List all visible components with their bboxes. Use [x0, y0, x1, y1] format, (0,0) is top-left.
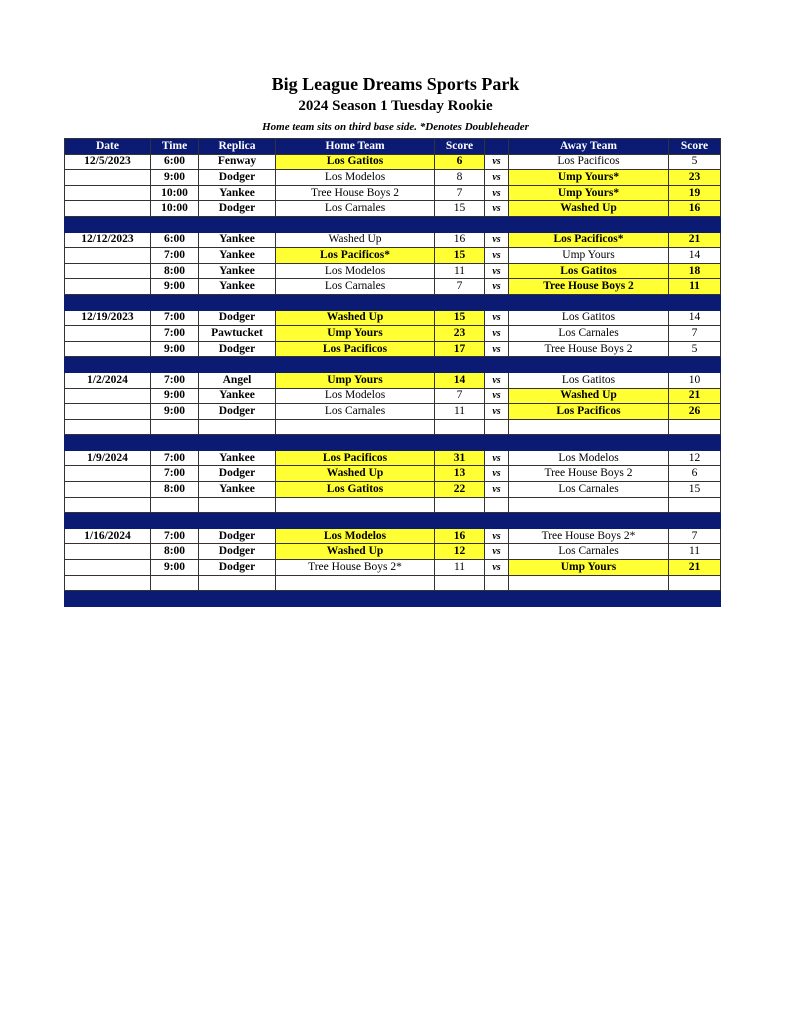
vs-cell: vs: [485, 201, 509, 217]
vs-cell: vs: [485, 341, 509, 357]
table-row: [65, 279, 721, 295]
away-score-cell: 11: [669, 279, 721, 295]
replica-cell: Yankee: [199, 232, 276, 248]
home-team-cell: Ump Yours: [276, 326, 435, 342]
date-cell: 12/5/2023: [65, 154, 151, 170]
vs-cell: vs: [485, 528, 509, 544]
home-team-cell: Washed Up: [276, 466, 435, 482]
home-team-cell: Los Gatitos: [276, 154, 435, 170]
home-team-cell: Washed Up: [276, 310, 435, 326]
vs-cell: [485, 419, 509, 435]
away-score-cell: 10: [669, 372, 721, 388]
away-score-cell: 11: [669, 544, 721, 560]
away-team-cell: Los Gatitos: [509, 372, 669, 388]
away-team-cell: Ump Yours: [509, 560, 669, 576]
replica-cell: Pawtucket: [199, 326, 276, 342]
away-team-cell: Tree House Boys 2*: [509, 528, 669, 544]
table-row: [65, 154, 721, 170]
home-score-cell: 7: [435, 388, 485, 404]
home-score-cell: 15: [435, 248, 485, 264]
table-row: [65, 388, 721, 404]
date-cell: [65, 263, 151, 279]
table-row: [65, 185, 721, 201]
away-score-cell: 18: [669, 263, 721, 279]
away-score-cell: 19: [669, 185, 721, 201]
date-cell: [65, 466, 151, 482]
time-cell: 7:00: [151, 310, 199, 326]
away-score-cell: 12: [669, 450, 721, 466]
replica-cell: Yankee: [199, 279, 276, 295]
date-cell: 12/19/2023: [65, 310, 151, 326]
home-team-cell: Washed Up: [276, 544, 435, 560]
date-cell: [65, 497, 151, 513]
table-row: [65, 544, 721, 560]
away-team-cell: [509, 575, 669, 591]
header-home-team: Home Team: [276, 139, 435, 155]
away-score-cell: 7: [669, 528, 721, 544]
time-cell: 7:00: [151, 466, 199, 482]
away-score-cell: 14: [669, 248, 721, 264]
home-team-cell: Los Pacificos*: [276, 248, 435, 264]
home-score-cell: 11: [435, 560, 485, 576]
home-score-cell: 12: [435, 544, 485, 560]
vs-cell: vs: [485, 310, 509, 326]
time-cell: 7:00: [151, 528, 199, 544]
time-cell: [151, 497, 199, 513]
table-row: [65, 341, 721, 357]
home-score-cell: 6: [435, 154, 485, 170]
away-score-cell: 16: [669, 201, 721, 217]
replica-cell: Yankee: [199, 248, 276, 264]
date-cell: [65, 560, 151, 576]
home-score-cell: 22: [435, 482, 485, 498]
header-date: Date: [65, 139, 151, 155]
week-separator: [65, 216, 721, 232]
replica-cell: [199, 419, 276, 435]
time-cell: 9:00: [151, 388, 199, 404]
away-team-cell: Ump Yours*: [509, 185, 669, 201]
away-team-cell: Los Pacificos: [509, 154, 669, 170]
date-cell: [65, 248, 151, 264]
away-score-cell: 14: [669, 310, 721, 326]
date-cell: [65, 388, 151, 404]
table-row: [65, 419, 721, 435]
date-cell: [65, 201, 151, 217]
time-cell: 7:00: [151, 248, 199, 264]
date-cell: [65, 341, 151, 357]
away-team-cell: Los Modelos: [509, 450, 669, 466]
replica-cell: Dodger: [199, 544, 276, 560]
replica-cell: Yankee: [199, 450, 276, 466]
date-cell: 1/9/2024: [65, 450, 151, 466]
home-team-cell: Los Carnales: [276, 279, 435, 295]
away-team-cell: Los Carnales: [509, 482, 669, 498]
away-team-cell: Los Carnales: [509, 544, 669, 560]
home-team-cell: Los Carnales: [276, 404, 435, 420]
time-cell: 8:00: [151, 263, 199, 279]
header-replica: Replica: [199, 139, 276, 155]
vs-cell: vs: [485, 248, 509, 264]
away-score-cell: 21: [669, 388, 721, 404]
away-score-cell: 6: [669, 466, 721, 482]
home-team-cell: Los Carnales: [276, 201, 435, 217]
vs-cell: vs: [485, 263, 509, 279]
away-team-cell: Los Gatitos: [509, 310, 669, 326]
away-team-cell: Ump Yours*: [509, 170, 669, 186]
away-team-cell: Los Pacificos: [509, 404, 669, 420]
vs-cell: vs: [485, 466, 509, 482]
home-team-cell: Los Modelos: [276, 263, 435, 279]
away-score-cell: 21: [669, 560, 721, 576]
table-row: [65, 232, 721, 248]
time-cell: 9:00: [151, 170, 199, 186]
home-score-cell: 11: [435, 404, 485, 420]
replica-cell: Dodger: [199, 466, 276, 482]
replica-cell: Yankee: [199, 482, 276, 498]
home-score-cell: 14: [435, 372, 485, 388]
away-team-cell: Tree House Boys 2: [509, 341, 669, 357]
replica-cell: Dodger: [199, 560, 276, 576]
week-separator: [65, 435, 721, 451]
date-cell: 12/12/2023: [65, 232, 151, 248]
vs-cell: [485, 575, 509, 591]
page-title: Big League Dreams Sports Park: [271, 74, 520, 94]
time-cell: [151, 419, 199, 435]
home-score-cell: 15: [435, 310, 485, 326]
vs-cell: vs: [485, 404, 509, 420]
vs-cell: vs: [485, 482, 509, 498]
week-separator: [65, 513, 721, 529]
page-subtitle: 2024 Season 1 Tuesday Rookie: [298, 98, 493, 114]
date-cell: [65, 185, 151, 201]
away-score-cell: [669, 575, 721, 591]
header-home-score: Score: [435, 139, 485, 155]
time-cell: 8:00: [151, 482, 199, 498]
away-team-cell: Ump Yours: [509, 248, 669, 264]
time-cell: 6:00: [151, 232, 199, 248]
away-score-cell: [669, 497, 721, 513]
schedule-table: [64, 138, 721, 607]
away-team-cell: Tree House Boys 2: [509, 279, 669, 295]
table-row: [65, 248, 721, 264]
home-score-cell: 7: [435, 279, 485, 295]
away-score-cell: 15: [669, 482, 721, 498]
date-cell: [65, 326, 151, 342]
home-team-cell: Ump Yours: [276, 372, 435, 388]
home-team-cell: Los Modelos: [276, 528, 435, 544]
header-time: Time: [151, 139, 199, 155]
table-row: [65, 263, 721, 279]
table-row: [65, 466, 721, 482]
home-team-cell: Tree House Boys 2: [276, 185, 435, 201]
header-away-score: Score: [669, 139, 721, 155]
table-row: [65, 170, 721, 186]
away-score-cell: 5: [669, 341, 721, 357]
time-cell: 9:00: [151, 279, 199, 295]
replica-cell: Dodger: [199, 528, 276, 544]
header-away-team: Away Team: [509, 139, 669, 155]
date-cell: 1/2/2024: [65, 372, 151, 388]
away-team-cell: Los Carnales: [509, 326, 669, 342]
time-cell: 10:00: [151, 185, 199, 201]
vs-cell: vs: [485, 544, 509, 560]
replica-cell: Fenway: [199, 154, 276, 170]
separator-cell: [65, 591, 721, 607]
vs-cell: vs: [485, 279, 509, 295]
home-team-cell: Los Modelos: [276, 170, 435, 186]
home-team-cell: Los Gatitos: [276, 482, 435, 498]
table-row: [65, 482, 721, 498]
home-score-cell: 17: [435, 341, 485, 357]
home-score-cell: [435, 419, 485, 435]
home-team-cell: Los Modelos: [276, 388, 435, 404]
table-row: [65, 404, 721, 420]
vs-cell: vs: [485, 372, 509, 388]
date-cell: [65, 482, 151, 498]
away-score-cell: 21: [669, 232, 721, 248]
table-row: [65, 310, 721, 326]
home-score-cell: 23: [435, 326, 485, 342]
home-team-cell: Los Pacificos: [276, 341, 435, 357]
replica-cell: Dodger: [199, 341, 276, 357]
table-row: [65, 528, 721, 544]
vs-cell: vs: [485, 232, 509, 248]
home-team-cell: [276, 575, 435, 591]
vs-cell: vs: [485, 450, 509, 466]
time-cell: 10:00: [151, 201, 199, 217]
away-team-cell: Los Gatitos: [509, 263, 669, 279]
time-cell: 9:00: [151, 404, 199, 420]
home-score-cell: 16: [435, 528, 485, 544]
week-separator: [65, 357, 721, 373]
date-cell: 1/16/2024: [65, 528, 151, 544]
home-score-cell: 8: [435, 170, 485, 186]
time-cell: 6:00: [151, 154, 199, 170]
week-separator: [65, 294, 721, 310]
replica-cell: Dodger: [199, 170, 276, 186]
home-team-cell: Washed Up: [276, 232, 435, 248]
replica-cell: Yankee: [199, 263, 276, 279]
vs-cell: vs: [485, 560, 509, 576]
date-cell: [65, 170, 151, 186]
vs-cell: vs: [485, 185, 509, 201]
vs-cell: vs: [485, 170, 509, 186]
time-cell: [151, 575, 199, 591]
date-cell: [65, 279, 151, 295]
away-score-cell: 7: [669, 326, 721, 342]
away-score-cell: [669, 419, 721, 435]
time-cell: 9:00: [151, 341, 199, 357]
home-score-cell: 13: [435, 466, 485, 482]
away-score-cell: 5: [669, 154, 721, 170]
time-cell: 9:00: [151, 560, 199, 576]
table-row: [65, 560, 721, 576]
table-row: [65, 326, 721, 342]
vs-cell: vs: [485, 388, 509, 404]
home-score-cell: 16: [435, 232, 485, 248]
away-team-cell: Tree House Boys 2: [509, 466, 669, 482]
table-row: [65, 372, 721, 388]
home-score-cell: 15: [435, 201, 485, 217]
time-cell: 7:00: [151, 372, 199, 388]
table-row: [65, 450, 721, 466]
replica-cell: Dodger: [199, 404, 276, 420]
week-separator: [65, 591, 721, 607]
replica-cell: [199, 497, 276, 513]
away-team-cell: [509, 419, 669, 435]
separator-cell: [65, 513, 721, 529]
separator-cell: [65, 357, 721, 373]
date-cell: [65, 575, 151, 591]
away-score-cell: 23: [669, 170, 721, 186]
separator-cell: [65, 435, 721, 451]
table-header-row: [65, 139, 721, 155]
away-score-cell: 26: [669, 404, 721, 420]
replica-cell: Yankee: [199, 185, 276, 201]
home-score-cell: 7: [435, 185, 485, 201]
time-cell: 7:00: [151, 450, 199, 466]
home-team-cell: Tree House Boys 2*: [276, 560, 435, 576]
home-score-cell: [435, 575, 485, 591]
header-vs: [485, 139, 509, 155]
home-score-cell: 31: [435, 450, 485, 466]
table-row: [65, 201, 721, 217]
separator-cell: [65, 294, 721, 310]
table-row: [65, 575, 721, 591]
away-team-cell: [509, 497, 669, 513]
time-cell: 8:00: [151, 544, 199, 560]
date-cell: [65, 544, 151, 560]
vs-cell: [485, 497, 509, 513]
home-team-cell: [276, 419, 435, 435]
away-team-cell: Washed Up: [509, 388, 669, 404]
schedule-note: Home team sits on third base side. *Denotes Doubleheader: [262, 121, 529, 133]
vs-cell: vs: [485, 326, 509, 342]
replica-cell: Yankee: [199, 388, 276, 404]
separator-cell: [65, 216, 721, 232]
date-cell: [65, 419, 151, 435]
home-team-cell: Los Pacificos: [276, 450, 435, 466]
table-row: [65, 497, 721, 513]
date-cell: [65, 404, 151, 420]
replica-cell: Angel: [199, 372, 276, 388]
home-score-cell: 11: [435, 263, 485, 279]
away-team-cell: Los Pacificos*: [509, 232, 669, 248]
time-cell: 7:00: [151, 326, 199, 342]
schedule-body: [65, 154, 721, 606]
replica-cell: Dodger: [199, 201, 276, 217]
replica-cell: [199, 575, 276, 591]
home-team-cell: [276, 497, 435, 513]
away-team-cell: Washed Up: [509, 201, 669, 217]
replica-cell: Dodger: [199, 310, 276, 326]
home-score-cell: [435, 497, 485, 513]
vs-cell: vs: [485, 154, 509, 170]
